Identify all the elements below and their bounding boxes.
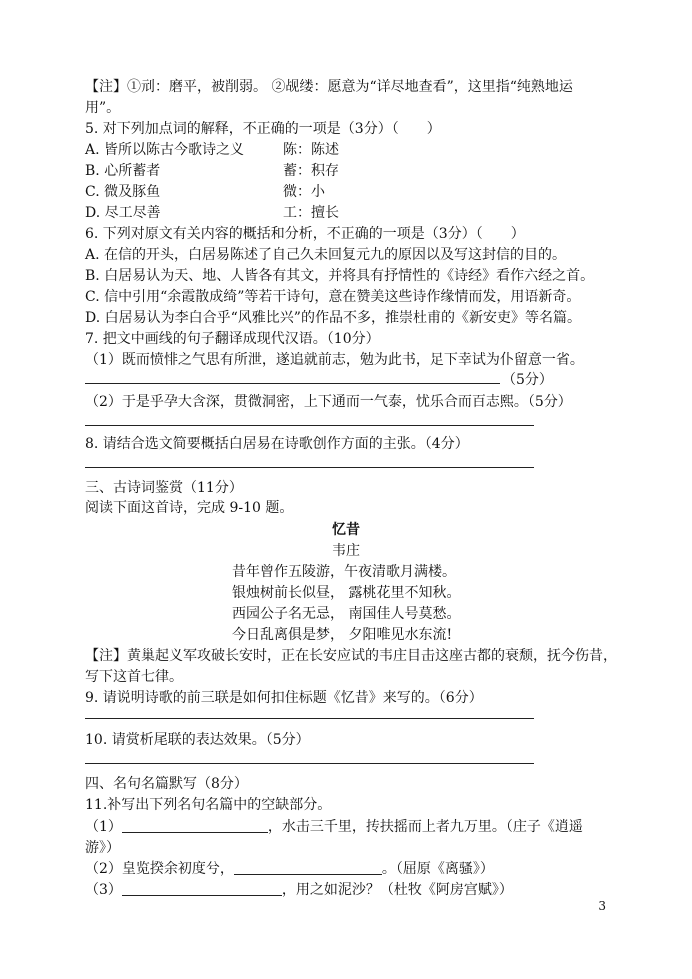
poem-author: 韦庄	[332, 543, 360, 559]
section-3-heading: 三、古诗词鉴赏（11分）	[85, 480, 243, 496]
poem-title: 忆昔	[332, 522, 360, 538]
note-line-1: 【注】①刓：磨平，被削弱。 ②觇缕：愿意为“详尽地查看”，这里指“纯熟地运	[85, 79, 573, 95]
q11-item-2-blank[interactable]	[234, 859, 382, 875]
q7-answer-line-2[interactable]	[85, 425, 534, 426]
q7-sub1-score: （5分）	[502, 372, 553, 388]
poem-line-1: 昔年曾作五陵游，午夜清歌月满楼。	[232, 564, 456, 580]
q11-item-3-blank[interactable]	[122, 880, 282, 896]
q10-answer-line[interactable]	[85, 763, 534, 764]
q11-item-1-blank[interactable]	[122, 817, 268, 833]
q9-answer-line[interactable]	[85, 718, 534, 719]
q5-option-a: A. 皆所以陈古今歌诗之义	[85, 142, 245, 158]
q11-item-3-number: （3）	[85, 882, 122, 898]
q11-item-2	[85, 859, 494, 879]
q7-sub1: （1）既而愤悱之气思有所泄，遂追就前志，勉为此书，足下幸试为仆留意一省。	[85, 352, 584, 368]
question-11-stem: 11.补写出下列名句名篇中的空缺部分。	[85, 797, 332, 813]
note-line-2: 用”。	[85, 100, 121, 116]
question-6-stem: 6. 下列对原文有关内容的概括和分析，不正确的一项是（3分）（ ）	[85, 226, 525, 242]
q6-option-a: A. 在信的开头，白居易陈述了自己久未回复元九的原因以及写这封信的目的。	[85, 247, 567, 263]
q11-item-1-number: （1）	[85, 819, 122, 835]
q8-answer-line[interactable]	[85, 467, 534, 468]
q5-option-c-gloss: 微：小	[283, 184, 325, 200]
q6-option-c: C. 信中引用“余霞散成绮”等若干诗句，意在赞美这些诗作缘情而发，用语新奇。	[85, 289, 581, 305]
question-8-stem: 8. 请结合选文简要概括白居易在诗歌创作方面的主张。（4分）	[85, 436, 469, 452]
q11-item-2-prefix: （2）皇览揆余初度兮，	[85, 861, 234, 877]
q7-answer-line-1[interactable]	[85, 383, 500, 384]
q11-item-3-text: ，用之如泥沙？（杜牧《阿房宫赋》）	[281, 882, 513, 898]
question-7-stem: 7. 把文中画线的句子翻译成现代汉语。（10分）	[85, 331, 380, 347]
q5-option-b: B. 心所蓄者	[85, 163, 161, 179]
q5-option-c: C. 微及豚鱼	[85, 184, 161, 200]
q7-sub2: （2）于是乎孕大含深，贯微洞密，上下通而一气泰，忧乐合而百志熙。（5分）	[85, 394, 572, 410]
q5-option-d-gloss: 工：擅长	[283, 205, 339, 221]
question-10-stem: 10. 请赏析尾联的表达效果。（5分）	[85, 732, 310, 748]
poem-line-2: 银烛树前长似昼， 露桃花里不知秋。	[232, 585, 461, 601]
poem-note-line-2: 写下这首七律。	[85, 669, 183, 685]
poem-line-3: 西园公子名无忌， 南国佳人号莫愁。	[232, 606, 461, 622]
question-9-stem: 9. 请说明诗歌的前三联是如何扣住标题《忆昔》来写的。（6分）	[85, 690, 483, 706]
q11-item-1	[85, 817, 583, 837]
q6-option-d: D. 白居易认为李白合乎“风雅比兴”的作品不多，推崇杜甫的《新安吏》等名篇。	[85, 310, 581, 326]
page-number: 3	[598, 899, 606, 913]
q5-option-b-gloss: 蓄：积存	[283, 163, 339, 179]
q5-option-a-gloss: 陈：陈述	[283, 142, 339, 158]
q11-item-1-text: ，水击三千里，抟扶摇而上者九万里。（庄子《逍遥	[267, 819, 583, 835]
q6-option-b: B. 白居易认为天、地、人皆各有其文，并将具有抒情性的《诗经》看作六经之首。	[85, 268, 595, 284]
q5-option-d: D. 尽工尽善	[85, 205, 161, 221]
q11-item-1-cont: 游》）	[85, 840, 120, 856]
poem-line-4: 今日乱离俱是梦， 夕阳唯见水东流!	[232, 627, 453, 643]
poem-note-line-1: 【注】黄巢起义军攻破长安时，正在长安应试的韦庄目击这座古都的衰颓，抚今伤昔，	[85, 648, 617, 664]
section-4-heading: 四、名句名篇默写（8分）	[85, 776, 248, 792]
q11-item-3	[85, 880, 513, 900]
section-3-intro: 阅读下面这首诗，完成 9-10 题。	[85, 500, 294, 516]
q11-item-2-suffix: 。（屈原《离骚》）	[381, 861, 494, 877]
question-5-stem: 5. 对下列加点词的解释，不正确的一项是（3分）（ ）	[85, 121, 441, 137]
